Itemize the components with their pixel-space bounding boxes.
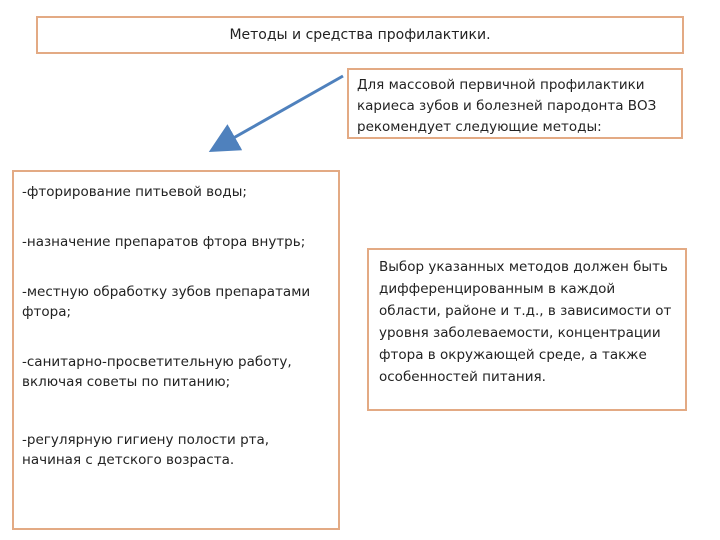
who-recommendation-text: Для массовой первичной профилактики кариеса зубов и болезней пародонта ВОЗ рекомендует следующие методы:	[357, 77, 657, 135]
who-recommendation-box	[347, 68, 683, 139]
page-title: Методы и средства профилактики.	[229, 27, 491, 43]
methods-list-box	[12, 170, 340, 530]
method-item-5: -регулярную гигиену полости рта, начиная с детского возраста.	[22, 432, 270, 468]
method-item-2: -назначение препаратов фтора внутрь;	[22, 234, 306, 250]
method-item-3: -местную обработку зубов препаратами фтора;	[22, 284, 311, 320]
method-item-4: -санитарно-просветительную работу, включая советы по питанию;	[22, 354, 292, 390]
arrow-line	[214, 76, 343, 149]
method-item-1: -фторирование питьевой воды;	[22, 184, 247, 200]
method-choice-box	[367, 248, 687, 411]
method-choice-text: Выбор указанных методов должен быть дифференцированным в каждой области, районе и т.д., в зависимости от уровня заболеваемости, концентрации фтора в окружающей среде, а также особенностей питания.	[379, 259, 672, 385]
